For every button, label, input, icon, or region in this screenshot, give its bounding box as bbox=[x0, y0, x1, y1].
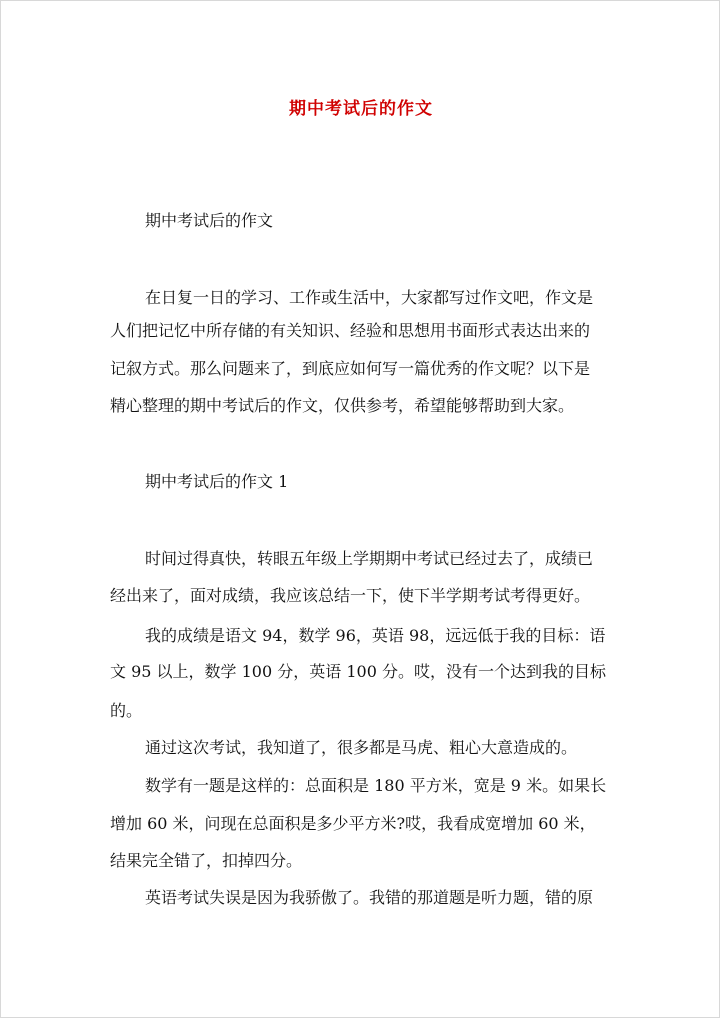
intro-line: 在日复一日的学习、工作或生活中，大家都写过作文吧，作文是 bbox=[145, 288, 594, 307]
document-title: 期中考试后的作文 bbox=[289, 99, 433, 119]
body-line: 我的成绩是语文 94，数学 96，英语 98，远远低于我的目标：语 bbox=[145, 626, 606, 645]
body-line: 数学有一题是这样的：总面积是 180 平方米，宽是 9 米。如果长 bbox=[145, 776, 607, 795]
body-line: 通过这次考试，我知道了，很多都是马虎、粗心大意造成的。 bbox=[145, 738, 578, 757]
body-line: 的。 bbox=[110, 701, 143, 720]
body-line: 文 95 以上，数学 100 分，英语 100 分。哎，没有一个达到我的目标 bbox=[110, 662, 606, 681]
body-line: 结果完全错了，扣掉四分。 bbox=[110, 851, 303, 870]
body-line: 经出来了，面对成绩，我应该总结一下，使下半学期考试考得更好。 bbox=[110, 586, 591, 605]
body-line: 时间过得真快，转眼五年级上学期期中考试已经过去了，成绩已 bbox=[145, 549, 594, 568]
intro-line: 精心整理的期中考试后的作文，仅供参考，希望能够帮助到大家。 bbox=[110, 396, 575, 415]
intro-line: 人们把记忆中所存储的有关知识、经验和思想用书面形式表达出来的 bbox=[110, 321, 591, 340]
body-line: 增加 60 米，问现在总面积是多少平方米?哎，我看成宽增加 60 米， bbox=[110, 814, 596, 833]
intro-line: 记叙方式。那么问题来了，到底应如何写一篇优秀的作文呢？以下是 bbox=[110, 359, 591, 378]
subtitle: 期中考试后的作文 bbox=[145, 211, 274, 230]
section-heading: 期中考试后的作文 1 bbox=[145, 472, 289, 491]
body-line: 英语考试失误是因为我骄傲了。我错的那道题是听力题，错的原 bbox=[145, 888, 594, 907]
